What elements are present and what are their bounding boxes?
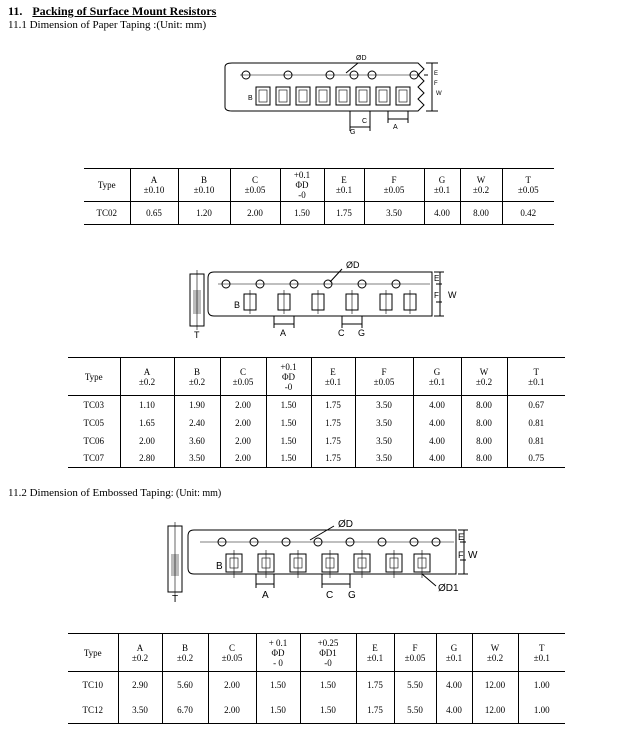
table2-header-g: G ±0.1 — [413, 358, 461, 396]
embossed-subtitle-unit: : (Unit: mm) — [170, 488, 222, 499]
diagram1-b-label: B — [248, 95, 253, 102]
table3-cell: 4.00 — [436, 672, 472, 698]
table3-header-t: T ±0.1 — [518, 634, 565, 672]
diagram3-od1-label: ØD1 — [438, 583, 459, 594]
table2-cell: 4.00 — [413, 414, 461, 432]
table2-cell: 1.75 — [311, 432, 355, 450]
diagram2-c-label: C — [338, 328, 345, 338]
table2-cell: 2.40 — [174, 414, 220, 432]
diagram2-t-label: T — [194, 330, 200, 340]
table2-header-d: +0.1 ΦD -0 — [266, 358, 311, 396]
table2-cell: 8.00 — [461, 414, 507, 432]
paper-taping-diagram-2 — [182, 260, 472, 340]
table-row — [68, 450, 565, 468]
table1-cell: 0.65 — [130, 202, 178, 225]
table-row — [84, 202, 554, 225]
section-heading: Packing of Surface Mount Resistors — [32, 4, 217, 18]
table2-cell: TC05 — [68, 414, 120, 432]
table1-header-b: B ±0.10 — [178, 169, 230, 202]
diagram2-e-label: E — [434, 274, 440, 283]
table2-cell: 1.75 — [311, 414, 355, 432]
table2-cell: 1.75 — [311, 396, 355, 414]
table2-header-type: Type — [68, 358, 120, 396]
table3-header-d: + 0.1 ΦD - 0 — [256, 634, 300, 672]
table1-header-t: T ±0.05 — [502, 169, 554, 202]
table3-cell: 1.50 — [300, 698, 356, 724]
table3-cell: 12.00 — [472, 698, 518, 724]
table1-header-g: G ±0.1 — [424, 169, 460, 202]
table3-cell: 5.60 — [162, 672, 208, 698]
table1-cell: 1.20 — [178, 202, 230, 225]
table3-header-d1: +0.25 ΦD1 -0 — [300, 634, 356, 672]
table2-cell: 8.00 — [461, 450, 507, 468]
paper-taping-subtitle: 11.1 Dimension of Paper Taping :(Unit: mm) — [8, 19, 207, 31]
table3-cell: 4.00 — [436, 698, 472, 724]
table2-header-e: E ±0.1 — [311, 358, 355, 396]
table2-cell: 8.00 — [461, 396, 507, 414]
table1-header-w: W ±0.2 — [460, 169, 502, 202]
table2-cell: 1.90 — [174, 396, 220, 414]
table3-cell: 3.50 — [118, 698, 162, 724]
table2-cell: 0.75 — [507, 450, 565, 468]
table-row — [68, 432, 565, 450]
table3-cell: 12.00 — [472, 672, 518, 698]
diagram2-f-label: F — [434, 291, 439, 300]
diagram1-od-label: ØD — [356, 55, 367, 62]
paper-taping-diagram-1 — [210, 55, 445, 135]
table2-cell: 1.50 — [266, 450, 311, 468]
table1-header-row — [84, 169, 554, 202]
table1-header-c: C ±0.05 — [230, 169, 280, 202]
table1-cell: 1.75 — [324, 202, 364, 225]
table1-header-f: F ±0.05 — [364, 169, 424, 202]
table-row — [68, 698, 565, 724]
table3-header-w: W ±0.2 — [472, 634, 518, 672]
table1-header-e: E ±0.1 — [324, 169, 364, 202]
table2-cell: 0.81 — [528, 417, 545, 428]
diagram3-t-label: T — [172, 594, 179, 605]
table1-cell: 2.00 — [230, 202, 280, 225]
diagram3-e-label: E — [458, 532, 465, 542]
table1-header-d: +0.1 ΦD -0 — [280, 169, 324, 202]
table2-cell: 2.80 — [120, 450, 174, 468]
table2-header-row — [68, 358, 565, 396]
table2-cell: TC06 — [68, 432, 120, 450]
embossed-subtitle-main: 11.2 Dimension of Embossed Taping — [8, 487, 171, 499]
table2-header-a: A ±0.2 — [120, 358, 174, 396]
table3-header-e: E ±0.1 — [356, 634, 394, 672]
diagram2-g-label: G — [358, 328, 366, 338]
diagram3-b-label: B — [216, 561, 223, 572]
table2-cell: 0.81 — [528, 435, 545, 446]
table1-cell: TC02 — [84, 202, 130, 225]
table2-header-c: C ±0.05 — [220, 358, 266, 396]
section-title — [8, 4, 216, 19]
diagram1-e-label: E — [434, 71, 439, 77]
diagram3-g-label: G — [348, 590, 356, 601]
table3-header-a: A ±0.2 — [118, 634, 162, 672]
table2-cell: 4.00 — [413, 432, 461, 450]
table2-cell: 1.10 — [120, 396, 174, 414]
table2-cell: 3.50 — [355, 450, 413, 468]
table2-cell: 3.50 — [355, 432, 413, 450]
table2-cell: 4.00 — [413, 396, 461, 414]
table3-cell: 1.50 — [256, 698, 300, 724]
table2-cell: 1.50 — [266, 432, 311, 450]
table2-cell: 4.00 — [413, 450, 461, 468]
table2-cell: 1.50 — [266, 396, 311, 414]
table2-cell: 3.50 — [355, 396, 413, 414]
table2-cell: 1.50 — [266, 414, 311, 432]
embossed-taping-table — [68, 633, 565, 724]
table3-header-b: B ±0.2 — [162, 634, 208, 672]
table3-cell: 2.00 — [208, 672, 256, 698]
table3-header-f: F ±0.05 — [394, 634, 436, 672]
table1-cell: 1.50 — [280, 202, 324, 225]
diagram1-f-label: F — [434, 81, 438, 87]
diagram3-a-label: A — [262, 590, 269, 601]
diagram2-w-label: W — [448, 290, 457, 300]
table3-header-c: C ±0.05 — [208, 634, 256, 672]
diagram1-g-label: G — [350, 129, 356, 135]
table3-cell: TC10 — [68, 672, 118, 698]
diagram2-b-label: B — [234, 300, 241, 310]
table3-cell: 1.00 — [533, 679, 550, 690]
table3-cell: 6.70 — [162, 698, 208, 724]
table1-header-type: Type — [84, 169, 130, 202]
table3-cell: 2.90 — [118, 672, 162, 698]
diagram1-w-label: W — [436, 91, 442, 97]
table3-cell: 1.50 — [256, 672, 300, 698]
diagram3-w-label: W — [468, 550, 478, 561]
diagram2-a-label: A — [280, 328, 287, 338]
table3-header-row — [68, 634, 565, 672]
table1-cell: 8.00 — [460, 202, 502, 225]
table1-header-a: A ±0.10 — [130, 169, 178, 202]
table1-cell: 3.50 — [364, 202, 424, 225]
table3-cell: 5.50 — [394, 698, 436, 724]
table3-cell: 2.00 — [208, 698, 256, 724]
table2-cell: 2.00 — [220, 396, 266, 414]
paper-taping-table-2 — [68, 357, 565, 468]
table3-cell: 1.75 — [356, 672, 394, 698]
diagram2-od-label: ØD — [346, 260, 360, 270]
table2-header-b: B ±0.2 — [174, 358, 220, 396]
section-number: 11. — [8, 4, 23, 18]
table2-cell: 1.75 — [311, 450, 355, 468]
diagram1-a-label: A — [393, 124, 398, 131]
diagram3-c-label: C — [326, 590, 334, 601]
table2-cell: TC03 — [68, 396, 120, 414]
table3-cell: TC12 — [68, 698, 118, 724]
diagram3-od-label: ØD — [338, 519, 353, 530]
table2-cell: 3.50 — [355, 414, 413, 432]
paper-taping-table-1 — [84, 168, 554, 225]
table2-header-w: W ±0.2 — [461, 358, 507, 396]
table3-cell: 5.50 — [394, 672, 436, 698]
table2-cell: 1.65 — [120, 414, 174, 432]
table2-cell: 2.00 — [220, 414, 266, 432]
embossed-taping-diagram — [160, 516, 490, 606]
table3-cell: 1.75 — [356, 698, 394, 724]
diagram1-c-label: C — [362, 118, 368, 125]
table2-cell: 2.00 — [220, 450, 266, 468]
table1-cell: 4.00 — [424, 202, 460, 225]
table3-header-g: G ±0.1 — [436, 634, 472, 672]
table2-cell: 2.00 — [220, 432, 266, 450]
table3-cell: 1.50 — [300, 672, 356, 698]
table2-header-f: F ±0.05 — [355, 358, 413, 396]
table2-cell: 3.50 — [174, 450, 220, 468]
table2-header-t: T ±0.1 — [507, 358, 565, 396]
diagram3-f-label: F — [458, 550, 464, 560]
table-row — [68, 672, 565, 698]
table2-cell: 8.00 — [461, 432, 507, 450]
table-row — [68, 396, 565, 414]
table1-cell: 0.42 — [502, 202, 554, 225]
table2-cell: TC07 — [68, 450, 120, 468]
embossed-taping-subtitle — [8, 487, 221, 499]
table3-header-type: Type — [68, 634, 118, 672]
table3-cell: 1.00 — [518, 698, 565, 724]
table2-cell: 0.67 — [528, 399, 545, 410]
table2-cell: 2.00 — [120, 432, 174, 450]
table2-cell: 3.60 — [174, 432, 220, 450]
table-row — [68, 414, 565, 432]
